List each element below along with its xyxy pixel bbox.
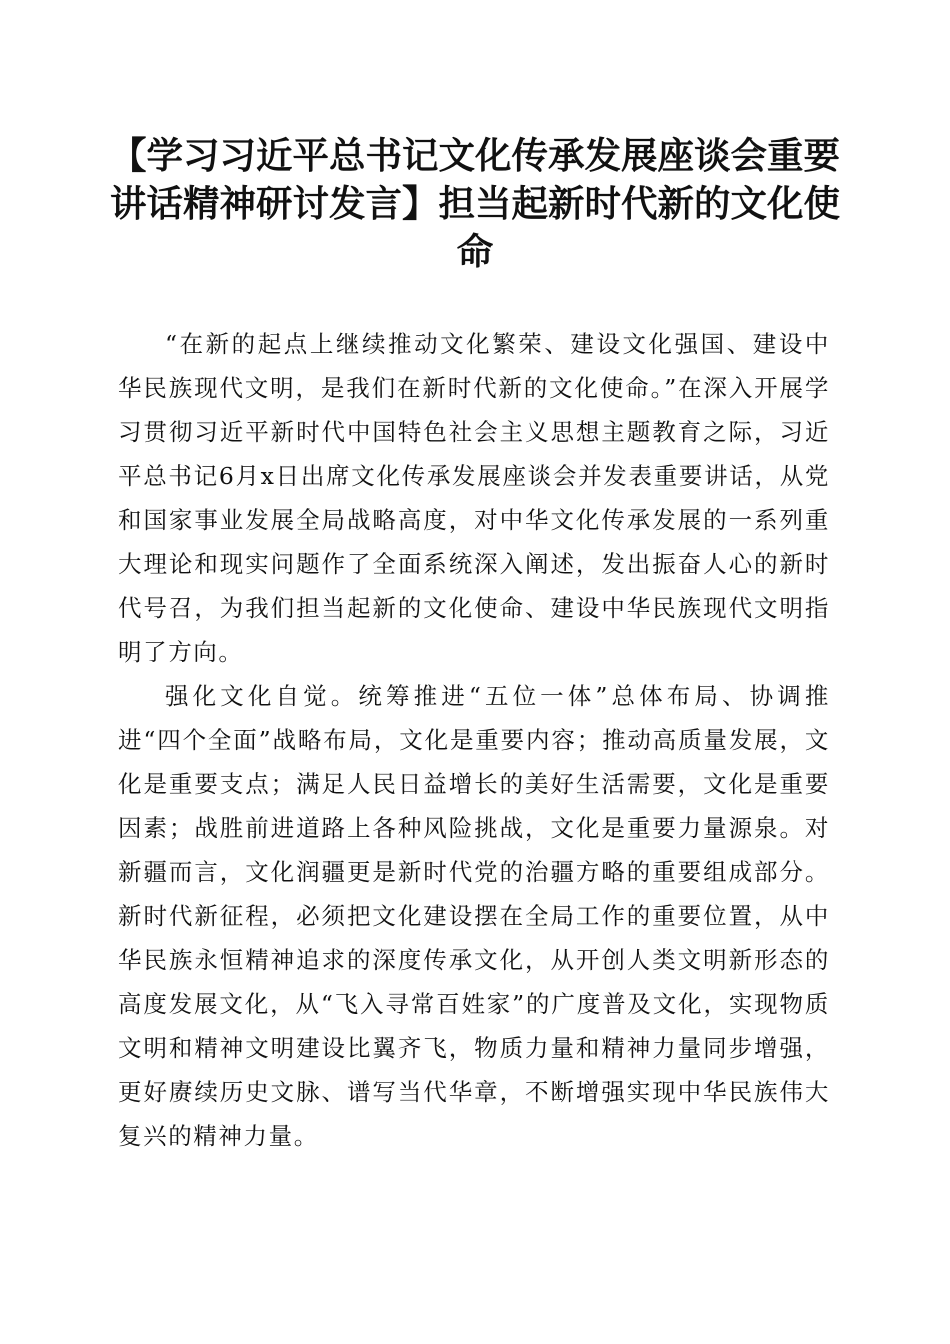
document-body: [118, 322, 830, 1158]
document-title: 【学习习近平总书记文化传承发展座谈会重要讲话精神研讨发言】担当起新时代新的文化使命: [110, 134, 840, 273]
paragraph-intro: “在新的起点上继续推动文化繁荣、建设文化强国、建设中华民族现代文明，是我们在新时代新的文化使命。”在深入开展学习贯彻习近平新时代中国特色社会主义思想主题教育之际，习近平总书记6月x日出席文化传承发展座谈会并发表重要讲话，从党和国家事业发展全局战略高度，对中华文化传承发展的一系列重大理论和现实问题作了全面系统深入阐述，发出振奋人心的新时代号召，为我们担当起新的文化使命、建设中华民族现代文明指明了方向。: [118, 330, 830, 666]
paragraph-cultural-awareness: 强化文化自觉。统筹推进“五位一体”总体布局、协调推进“四个全面”战略布局，文化是重要内容；推动高质量发展，文化是重要支点；满足人民日益增长的美好生活需要，文化是重要因素；战胜前进道路上各种风险挑战，文化是重要力量源泉。对新疆而言，文化润疆更是新时代党的治疆方略的重要组成部分。新时代新征程，必须把文化建设摆在全局工作的重要位置，从中华民族永恒精神追求的深度传承文化，从开创人类文明新形态的高度发展文化，从“飞入寻常百姓家”的广度普及文化，实现物质文明和精神文明建设比翼齐飞，物质力量和精神力量同步增强，更好赓续历史文脉、谱写当代华章，不断增强实现中华民族伟大复兴的精神力量。: [118, 682, 830, 1150]
